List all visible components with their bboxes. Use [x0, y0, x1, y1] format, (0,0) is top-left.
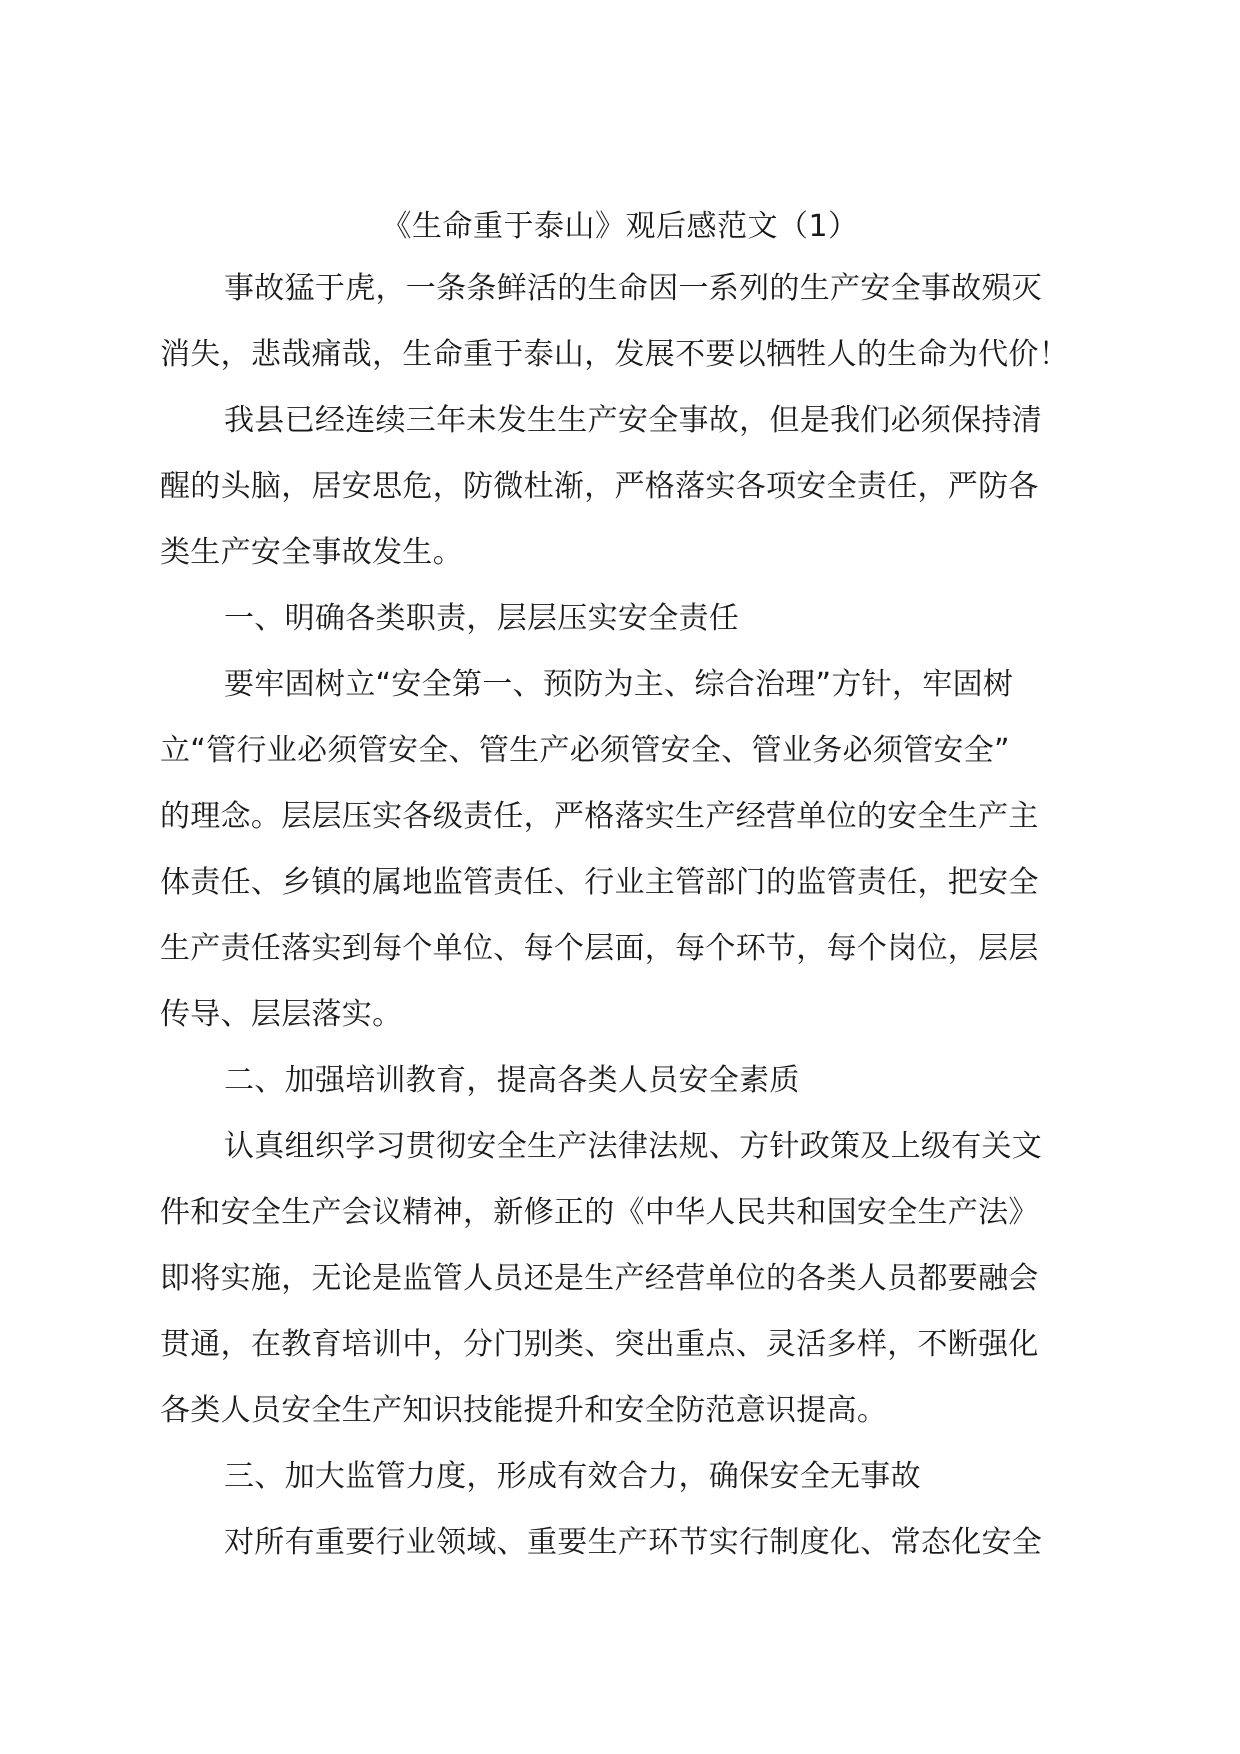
paragraph-line: 事故猛于虎，一条条鲜活的生命因一系列的生产安全事故殒灭 [224, 271, 1043, 306]
paragraph-line: 认真组织学习贯彻安全生产法律法规、方针政策及上级有关文 [224, 1129, 1043, 1164]
paragraph-line: 贯通，在教育培训中，分门别类、突出重点、灵活多样，不断强化 [160, 1327, 1039, 1362]
paragraph-line: 我县已经连续三年未发生生产安全事故，但是我们必须保持清 [224, 403, 1043, 438]
paragraph-line: 对所有重要行业领域、重要生产环节实行制度化、常态化安全 [224, 1525, 1043, 1560]
paragraph-line: 生产责任落实到每个单位、每个层面，每个环节，每个岗位，层层 [160, 931, 1039, 966]
paragraph-line: 立“管行业必须管安全、管生产必须管安全、管业务必须管安全” [160, 733, 1010, 768]
paragraph-line: 即将实施，无论是监管人员还是生产经营单位的各类人员都要融会 [160, 1261, 1039, 1296]
paragraph-line: 类生产安全事故发生。 [160, 535, 463, 570]
paragraph-line: 体责任、乡镇的属地监管责任、行业主管部门的监管责任，把安全 [160, 865, 1039, 900]
paragraph-line: 的理念。层层压实各级责任，严格落实生产经营单位的安全生产主 [160, 799, 1039, 834]
paragraph-line: 消失，悲哉痛哉，生命重于泰山，发展不要以牺牲人的生命为代价！ [160, 337, 1069, 372]
section-heading: 三、加大监管力度，形成有效合力，确保安全无事故 [224, 1459, 921, 1494]
section-heading: 二、加强培训教育，提高各类人员安全素质 [224, 1063, 800, 1098]
paragraph-line: 件和安全生产会议精神，新修正的《中华人民共和国安全生产法》 [160, 1195, 1039, 1230]
paragraph-line: 要牢固树立“安全第一、预防为主、综合治理”方针，牢固树 [224, 667, 1014, 702]
section-heading: 一、明确各类职责，层层压实安全责任 [224, 601, 740, 636]
paragraph-line: 各类人员安全生产知识技能提升和安全防范意识提高。 [160, 1393, 888, 1428]
paragraph-line: 醒的头脑，居安思危，防微杜渐，严格落实各项安全责任，严防各 [160, 469, 1039, 504]
paragraph-line: 传导、层层落实。 [160, 997, 403, 1032]
document-title: 《生命重于泰山》观后感范文（1） [381, 209, 859, 244]
